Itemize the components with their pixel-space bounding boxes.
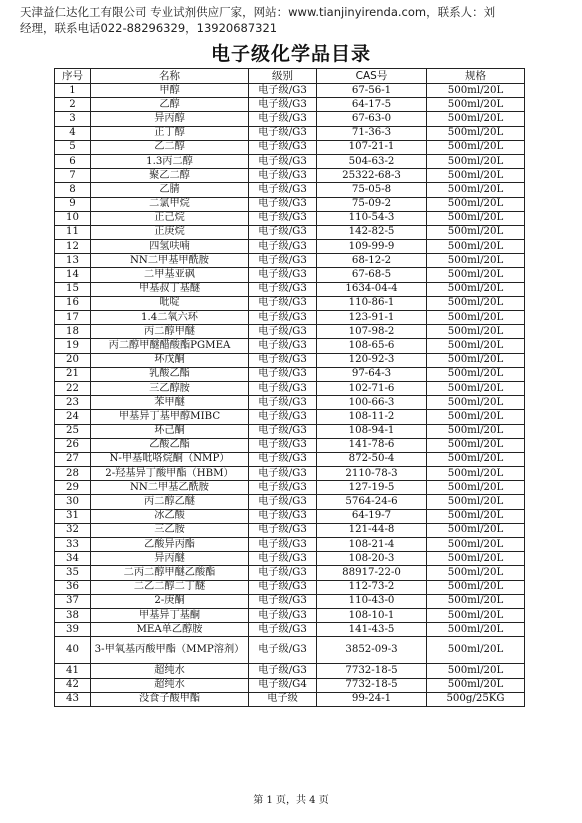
table-row <box>55 664 525 678</box>
cell-name: 2-庚酮 <box>91 594 249 608</box>
cell-grade: 电子级/G3 <box>249 396 317 410</box>
cell-grade: 电子级/G3 <box>249 325 317 339</box>
cell-no: 29 <box>55 481 91 495</box>
cell-name: 1.3丙二醇 <box>91 154 249 168</box>
table-row <box>55 140 525 154</box>
cell-cas: 71-36-3 <box>317 126 427 140</box>
cell-spec: 500ml/20L <box>427 225 525 239</box>
table-row <box>55 509 525 523</box>
table-row <box>55 154 525 168</box>
cell-spec: 500ml/20L <box>427 566 525 580</box>
cell-name: 二甲基亚砜 <box>91 268 249 282</box>
cell-name: 丙二醇甲醚 <box>91 325 249 339</box>
cell-no: 10 <box>55 211 91 225</box>
table-row <box>55 169 525 183</box>
cell-grade: 电子级/G3 <box>249 225 317 239</box>
cell-cas: 1634-04-4 <box>317 282 427 296</box>
cell-no: 36 <box>55 580 91 594</box>
cell-name: 3-甲氧基丙酸甲酯（MMP溶剂） <box>91 637 249 664</box>
cell-grade: 电子级/G3 <box>249 98 317 112</box>
cell-cas: 67-68-5 <box>317 268 427 282</box>
cell-no: 35 <box>55 566 91 580</box>
cell-name: 正庚烷 <box>91 225 249 239</box>
cell-no: 24 <box>55 410 91 424</box>
cell-spec: 500ml/20L <box>427 254 525 268</box>
cell-spec: 500ml/20L <box>427 353 525 367</box>
cell-spec: 500ml/20L <box>427 169 525 183</box>
cell-no: 12 <box>55 240 91 254</box>
header-no: 序号 <box>55 69 91 84</box>
cell-no: 23 <box>55 396 91 410</box>
cell-spec: 500ml/20L <box>427 211 525 225</box>
cell-cas: 872-50-4 <box>317 452 427 466</box>
cell-name: 甲基叔丁基醚 <box>91 282 249 296</box>
cell-no: 34 <box>55 552 91 566</box>
cell-no: 7 <box>55 169 91 183</box>
cell-no: 14 <box>55 268 91 282</box>
cell-grade: 电子级/G3 <box>249 367 317 381</box>
cell-name: 1.4二氧六环 <box>91 311 249 325</box>
table-row <box>55 523 525 537</box>
table-row <box>55 183 525 197</box>
cell-grade: 电子级/G3 <box>249 197 317 211</box>
cell-grade: 电子级/G3 <box>249 183 317 197</box>
cell-no: 39 <box>55 623 91 637</box>
header-manager-text: 经理，联系电话 <box>20 21 101 35</box>
cell-name: 二丙二醇甲醚乙酸酯 <box>91 566 249 580</box>
cell-no: 28 <box>55 467 91 481</box>
table-row <box>55 495 525 509</box>
cell-spec: 500g/25KG <box>427 692 525 706</box>
cell-no: 2 <box>55 98 91 112</box>
table-body <box>55 84 525 707</box>
cell-grade: 电子级/G3 <box>249 381 317 395</box>
cell-spec: 500ml/20L <box>427 154 525 168</box>
cell-cas: 109-99-9 <box>317 240 427 254</box>
cell-spec: 500ml/20L <box>427 523 525 537</box>
page-footer: 第 1 页，共 4 页 <box>253 795 329 806</box>
cell-spec: 500ml/20L <box>427 410 525 424</box>
cell-grade: 电子级/G3 <box>249 523 317 537</box>
cell-grade: 电子级/G3 <box>249 424 317 438</box>
cell-cas: 141-43-5 <box>317 623 427 637</box>
cell-spec: 500ml/20L <box>427 240 525 254</box>
cell-no: 32 <box>55 523 91 537</box>
cell-no: 25 <box>55 424 91 438</box>
cell-grade: 电子级/G3 <box>249 282 317 296</box>
cell-name: 聚乙二醇 <box>91 169 249 183</box>
table-row <box>55 396 525 410</box>
cell-grade: 电子级/G3 <box>249 608 317 622</box>
cell-name: 丙二醇乙醚 <box>91 495 249 509</box>
cell-spec: 500ml/20L <box>427 84 525 98</box>
cell-no: 27 <box>55 452 91 466</box>
cell-name: 异丙醚 <box>91 552 249 566</box>
cell-cas: 64-19-7 <box>317 509 427 523</box>
cell-name: NN二甲基甲酰胺 <box>91 254 249 268</box>
table-row <box>55 325 525 339</box>
cell-cas: 64-17-5 <box>317 98 427 112</box>
cell-cas: 5764-24-6 <box>317 495 427 509</box>
cell-name: 2-羟基异丁酸甲酯（HBM） <box>91 467 249 481</box>
header-company-text: 天津益仁达化工有限公司 专业试剂供应厂家，网站： <box>20 5 289 19</box>
cell-grade: 电子级/G3 <box>249 154 317 168</box>
cell-grade: 电子级/G3 <box>249 481 317 495</box>
cell-cas: 107-98-2 <box>317 325 427 339</box>
cell-cas: 108-94-1 <box>317 424 427 438</box>
cell-spec: 500ml/20L <box>427 495 525 509</box>
cell-no: 43 <box>55 692 91 706</box>
table-row <box>55 438 525 452</box>
catalog-table <box>54 68 525 707</box>
table-row <box>55 637 525 664</box>
cell-cas: 110-43-0 <box>317 594 427 608</box>
cell-cas: 3852-09-3 <box>317 637 427 664</box>
table-row <box>55 452 525 466</box>
cell-grade: 电子级/G3 <box>249 268 317 282</box>
page-title: 电子级化学品目录 <box>210 43 371 65</box>
cell-name: 甲基异丁基甲醇MIBC <box>91 410 249 424</box>
header-grade: 级别 <box>249 69 317 84</box>
cell-cas: 108-11-2 <box>317 410 427 424</box>
cell-name: 乙腈 <box>91 183 249 197</box>
cell-grade: 电子级/G3 <box>249 311 317 325</box>
table-row <box>55 240 525 254</box>
cell-grade: 电子级/G3 <box>249 538 317 552</box>
table-row <box>55 594 525 608</box>
cell-cas: 7732-18-5 <box>317 678 427 692</box>
cell-no: 22 <box>55 381 91 395</box>
cell-name: 乙酸乙酯 <box>91 438 249 452</box>
cell-cas: 142-82-5 <box>317 225 427 239</box>
cell-spec: 500ml/20L <box>427 623 525 637</box>
cell-cas: 25322-68-3 <box>317 169 427 183</box>
cell-cas: 110-86-1 <box>317 296 427 310</box>
cell-name: 乙酸异丙酯 <box>91 538 249 552</box>
cell-no: 11 <box>55 225 91 239</box>
cell-grade: 电子级/G3 <box>249 467 317 481</box>
cell-name: NN二甲基乙酰胺 <box>91 481 249 495</box>
cell-cas: 108-10-1 <box>317 608 427 622</box>
cell-spec: 500ml/20L <box>427 580 525 594</box>
cell-cas: 120-92-3 <box>317 353 427 367</box>
cell-spec: 500ml/20L <box>427 339 525 353</box>
table-row <box>55 339 525 353</box>
cell-grade: 电子级/G3 <box>249 240 317 254</box>
cell-spec: 500ml/20L <box>427 438 525 452</box>
cell-grade: 电子级 <box>249 692 317 706</box>
table-row <box>55 623 525 637</box>
cell-grade: 电子级/G3 <box>249 296 317 310</box>
cell-cas: 123-91-1 <box>317 311 427 325</box>
cell-name: 超纯水 <box>91 664 249 678</box>
cell-no: 30 <box>55 495 91 509</box>
cell-cas: 68-12-2 <box>317 254 427 268</box>
header-website: www.tianjinyirenda.com <box>288 5 427 19</box>
cell-no: 9 <box>55 197 91 211</box>
cell-cas: 7732-18-5 <box>317 664 427 678</box>
table-row <box>55 467 525 481</box>
cell-no: 42 <box>55 678 91 692</box>
cell-no: 37 <box>55 594 91 608</box>
cell-no: 1 <box>55 84 91 98</box>
cell-no: 33 <box>55 538 91 552</box>
cell-spec: 500ml/20L <box>427 509 525 523</box>
table-row <box>55 424 525 438</box>
cell-name: 环己酮 <box>91 424 249 438</box>
cell-spec: 500ml/20L <box>427 367 525 381</box>
table-row <box>55 678 525 692</box>
cell-no: 8 <box>55 183 91 197</box>
cell-spec: 500ml/20L <box>427 98 525 112</box>
cell-grade: 电子级/G3 <box>249 353 317 367</box>
cell-no: 13 <box>55 254 91 268</box>
cell-grade: 电子级/G3 <box>249 169 317 183</box>
table-row <box>55 84 525 98</box>
cell-cas: 88917-22-0 <box>317 566 427 580</box>
table-row <box>55 481 525 495</box>
cell-spec: 500ml/20L <box>427 664 525 678</box>
page-header <box>20 4 568 36</box>
header-cas: CAS号 <box>317 69 427 84</box>
cell-cas: 100-66-3 <box>317 396 427 410</box>
table-row <box>55 552 525 566</box>
cell-no: 3 <box>55 112 91 126</box>
cell-spec: 500ml/20L <box>427 481 525 495</box>
cell-name: 二氯甲烷 <box>91 197 249 211</box>
cell-name: 超纯水 <box>91 678 249 692</box>
table-row <box>55 296 525 310</box>
cell-name: 正丁醇 <box>91 126 249 140</box>
cell-name: 异丙醇 <box>91 112 249 126</box>
cell-grade: 电子级/G3 <box>249 126 317 140</box>
cell-name: 乙二醇 <box>91 140 249 154</box>
cell-grade: 电子级/G3 <box>249 84 317 98</box>
cell-cas: 504-63-2 <box>317 154 427 168</box>
cell-no: 20 <box>55 353 91 367</box>
table-header-row <box>55 69 525 84</box>
cell-grade: 电子级/G4 <box>249 678 317 692</box>
cell-grade: 电子级/G3 <box>249 339 317 353</box>
cell-spec: 500ml/20L <box>427 608 525 622</box>
cell-spec: 500ml/20L <box>427 268 525 282</box>
cell-spec: 500ml/20L <box>427 467 525 481</box>
cell-name: 环戊酮 <box>91 353 249 367</box>
cell-name: 三乙胺 <box>91 523 249 537</box>
header-name: 名称 <box>91 69 249 84</box>
cell-grade: 电子级/G3 <box>249 438 317 452</box>
cell-grade: 电子级/G3 <box>249 112 317 126</box>
table-row <box>55 608 525 622</box>
cell-cas: 121-44-8 <box>317 523 427 537</box>
table-row <box>55 538 525 552</box>
cell-grade: 电子级/G3 <box>249 140 317 154</box>
cell-no: 19 <box>55 339 91 353</box>
cell-cas: 75-05-8 <box>317 183 427 197</box>
cell-spec: 500ml/20L <box>427 112 525 126</box>
cell-grade: 电子级/G3 <box>249 495 317 509</box>
cell-grade: 电子级/G3 <box>249 452 317 466</box>
cell-spec: 500ml/20L <box>427 140 525 154</box>
cell-no: 26 <box>55 438 91 452</box>
cell-cas: 108-21-4 <box>317 538 427 552</box>
cell-spec: 500ml/20L <box>427 381 525 395</box>
cell-name: 二乙二醇二丁醚 <box>91 580 249 594</box>
cell-grade: 电子级/G3 <box>249 211 317 225</box>
cell-spec: 500ml/20L <box>427 396 525 410</box>
table-row <box>55 254 525 268</box>
cell-cas: 107-21-1 <box>317 140 427 154</box>
header-contact-text: ，联系人：刘 <box>426 5 496 19</box>
cell-grade: 电子级/G3 <box>249 254 317 268</box>
cell-no: 17 <box>55 311 91 325</box>
table-row <box>55 311 525 325</box>
table-row <box>55 282 525 296</box>
cell-spec: 500ml/20L <box>427 183 525 197</box>
cell-grade: 电子级/G3 <box>249 552 317 566</box>
header-spec: 规格 <box>427 69 525 84</box>
cell-name: 冰乙酸 <box>91 509 249 523</box>
cell-spec: 500ml/20L <box>427 296 525 310</box>
table-row <box>55 381 525 395</box>
cell-cas: 75-09-2 <box>317 197 427 211</box>
cell-cas: 99-24-1 <box>317 692 427 706</box>
cell-cas: 108-65-6 <box>317 339 427 353</box>
cell-grade: 电子级/G3 <box>249 594 317 608</box>
cell-name: 甲基异丁基酮 <box>91 608 249 622</box>
cell-grade: 电子级/G3 <box>249 623 317 637</box>
cell-spec: 500ml/20L <box>427 325 525 339</box>
cell-cas: 2110-78-3 <box>317 467 427 481</box>
table-row <box>55 112 525 126</box>
cell-cas: 67-56-1 <box>317 84 427 98</box>
cell-cas: 127-19-5 <box>317 481 427 495</box>
cell-name: 丙二醇甲醚醋酸酯PGMEA <box>91 339 249 353</box>
cell-name: 吡啶 <box>91 296 249 310</box>
table-row <box>55 410 525 424</box>
cell-no: 6 <box>55 154 91 168</box>
table-row <box>55 367 525 381</box>
cell-no: 31 <box>55 509 91 523</box>
cell-no: 40 <box>55 637 91 664</box>
cell-name: 没食子酸甲酯 <box>91 692 249 706</box>
header-phone: 022-88296329，13920687321 <box>100 21 278 35</box>
table-row <box>55 197 525 211</box>
cell-no: 5 <box>55 140 91 154</box>
table-row <box>55 98 525 112</box>
cell-no: 41 <box>55 664 91 678</box>
cell-spec: 500ml/20L <box>427 126 525 140</box>
cell-name: N-甲基吡咯烷酮（NMP） <box>91 452 249 466</box>
cell-cas: 112-73-2 <box>317 580 427 594</box>
cell-no: 15 <box>55 282 91 296</box>
table-row <box>55 580 525 594</box>
cell-spec: 500ml/20L <box>427 452 525 466</box>
table-row <box>55 225 525 239</box>
cell-no: 16 <box>55 296 91 310</box>
cell-spec: 500ml/20L <box>427 552 525 566</box>
table-row <box>55 211 525 225</box>
cell-grade: 电子级/G3 <box>249 637 317 664</box>
cell-spec: 500ml/20L <box>427 282 525 296</box>
cell-grade: 电子级/G3 <box>249 580 317 594</box>
cell-no: 38 <box>55 608 91 622</box>
cell-spec: 500ml/20L <box>427 538 525 552</box>
cell-cas: 97-64-3 <box>317 367 427 381</box>
cell-cas: 110-54-3 <box>317 211 427 225</box>
cell-name: 乳酸乙酯 <box>91 367 249 381</box>
cell-grade: 电子级/G3 <box>249 410 317 424</box>
cell-spec: 500ml/20L <box>427 424 525 438</box>
cell-grade: 电子级/G3 <box>249 509 317 523</box>
cell-name: 甲醇 <box>91 84 249 98</box>
cell-name: 三乙醇胺 <box>91 381 249 395</box>
cell-name: 四氢呋喃 <box>91 240 249 254</box>
table-row <box>55 126 525 140</box>
cell-spec: 500ml/20L <box>427 678 525 692</box>
cell-spec: 500ml/20L <box>427 594 525 608</box>
cell-no: 18 <box>55 325 91 339</box>
cell-name: 苯甲醚 <box>91 396 249 410</box>
cell-spec: 500ml/20L <box>427 311 525 325</box>
table-row <box>55 566 525 580</box>
cell-no: 4 <box>55 126 91 140</box>
table-row <box>55 353 525 367</box>
cell-grade: 电子级/G3 <box>249 566 317 580</box>
cell-spec: 500ml/20L <box>427 197 525 211</box>
cell-name: MEA单乙醇胺 <box>91 623 249 637</box>
cell-name: 乙醇 <box>91 98 249 112</box>
table-row <box>55 268 525 282</box>
cell-cas: 141-78-6 <box>317 438 427 452</box>
cell-name: 正己烷 <box>91 211 249 225</box>
cell-grade: 电子级/G3 <box>249 664 317 678</box>
table-row <box>55 692 525 706</box>
cell-cas: 108-20-3 <box>317 552 427 566</box>
cell-cas: 67-63-0 <box>317 112 427 126</box>
cell-cas: 102-71-6 <box>317 381 427 395</box>
cell-spec: 500ml/20L <box>427 637 525 664</box>
cell-no: 21 <box>55 367 91 381</box>
